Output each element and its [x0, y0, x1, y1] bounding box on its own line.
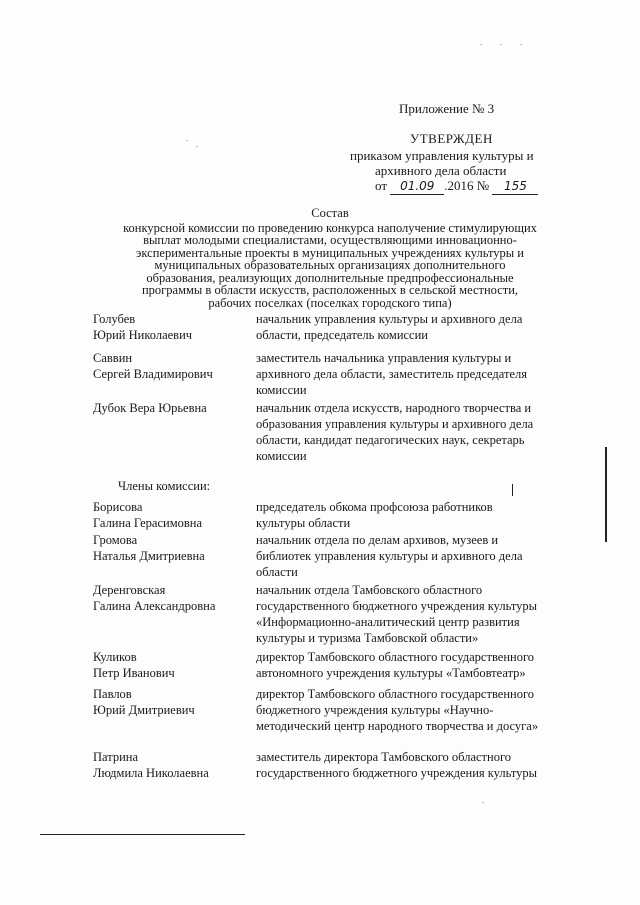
- role-line: комиссии: [256, 449, 307, 463]
- name-line: Дубок Вера Юрьевна: [93, 401, 207, 415]
- role-line: начальник отдела по делам архивов, музеев и: [256, 533, 499, 547]
- role-line: методический центр народного творчества и досуга»: [256, 719, 539, 733]
- title-line: образования, реализующих дополнительные предпрофессиональные: [146, 270, 514, 285]
- role-line: области: [256, 565, 298, 579]
- date-prefix: от: [375, 178, 388, 193]
- member-role: [256, 582, 586, 646]
- scan-speck: [480, 44, 482, 45]
- scan-mark-small: [512, 484, 513, 496]
- member-role: [256, 499, 586, 531]
- leader-name: [93, 350, 253, 382]
- role-line: заместитель директора Тамбовского областного: [256, 750, 512, 764]
- footer-rule: [40, 834, 245, 835]
- name-line: Громова: [93, 533, 138, 547]
- scan-speck: [186, 140, 188, 141]
- role-line: области, председатель комиссии: [256, 328, 428, 342]
- role-line: директор Тамбовского областного государственного: [256, 687, 535, 701]
- role-line: «Информационно-аналитический центр развития: [256, 615, 520, 629]
- name-line: Куликов: [93, 650, 137, 664]
- name-line: Деренговская: [93, 583, 166, 597]
- name-line: Голубев: [93, 312, 136, 326]
- role-line: начальник отдела искусств, народного творчества и: [256, 401, 532, 415]
- document-title: [70, 207, 590, 309]
- name-line: Галина Герасимовна: [93, 516, 203, 530]
- name-line: Борисова: [93, 500, 143, 514]
- leader-role: [256, 311, 586, 343]
- name-line: Павлов: [93, 687, 132, 701]
- leader-name: [93, 400, 253, 416]
- order-line-2: архивного дела области: [375, 163, 507, 178]
- role-line: культуры и туризма Тамбовской области»: [256, 631, 479, 645]
- scan-speck: [500, 44, 502, 45]
- name-line: Людмила Николаевна: [93, 766, 209, 780]
- order-line-1: приказом управления культуры и: [350, 148, 534, 163]
- role-line: начальник отдела Тамбовского областного: [256, 583, 483, 597]
- role-line: автономного учреждения культуры «Тамбовтеатр»: [256, 666, 526, 680]
- role-line: заместитель начальника управления культуры и: [256, 351, 512, 365]
- member-name: [93, 649, 253, 681]
- role-line: директор Тамбовского областного государственного: [256, 650, 535, 664]
- scan-speck: [520, 44, 522, 45]
- member-name: [93, 686, 253, 718]
- title-line: рабочих поселках (поселках городского типа): [208, 295, 452, 310]
- member-name: [93, 749, 253, 781]
- date-handwritten: 01.09: [390, 179, 444, 195]
- name-line: Сергей Владимирович: [93, 367, 213, 381]
- role-line: архивного дела области, заместитель председателя: [256, 367, 528, 381]
- title-line: экспериментальные проекты в муниципальных учреждениях культуры и: [136, 245, 524, 260]
- date-year: .2016 №: [444, 178, 490, 193]
- role-line: области, кандидат педагогических наук, секретарь: [256, 433, 525, 447]
- name-line: Наталья Дмитриевна: [93, 549, 205, 563]
- name-line: Патрина: [93, 750, 139, 764]
- member-role: [256, 649, 586, 681]
- role-line: начальник управления культуры и архивного дела: [256, 312, 523, 326]
- role-line: культуры области: [256, 516, 351, 530]
- scan-speck: [196, 146, 198, 147]
- role-line: образования управления культуры и архивного дела: [256, 417, 534, 431]
- order-date-line: [375, 178, 538, 195]
- scan-mark-vertical: [605, 447, 607, 542]
- name-line: Юрий Дмитриевич: [93, 703, 195, 717]
- member-name: [93, 582, 253, 614]
- role-line: бюджетного учреждения культуры «Научно-: [256, 703, 494, 717]
- leader-role: [256, 350, 586, 398]
- title-line: Состав: [311, 206, 349, 220]
- order-number-handwritten: 155: [492, 179, 538, 195]
- member-role: [256, 686, 586, 734]
- appendix-label: Приложение № 3: [399, 101, 495, 116]
- title-line: выплат молодыми специалистами, осуществляющими инновационно-: [143, 233, 517, 247]
- name-line: Петр Иванович: [93, 666, 175, 680]
- title-line: конкурсной комиссии по проведению конкурса наполучение стимулирующих: [123, 220, 537, 235]
- member-name: [93, 532, 253, 564]
- leader-role: [256, 400, 586, 464]
- members-heading: Члены комиссии:: [118, 479, 211, 493]
- role-line: председатель обкома профсоюза работников: [256, 500, 493, 514]
- role-line: государственного бюджетного учреждения культуры: [256, 599, 538, 613]
- name-line: Галина Александровна: [93, 599, 216, 613]
- name-line: Саввин: [93, 351, 133, 365]
- title-line: программы в области искусств, расположенных в сельской местности,: [141, 283, 519, 297]
- member-role: [256, 749, 586, 781]
- role-line: библиотек управления культуры и архивного дела: [256, 549, 523, 563]
- member-role: [256, 532, 586, 580]
- name-line: Юрий Николаевич: [93, 328, 193, 342]
- approved-label: УТВЕРЖДЕН: [410, 131, 493, 146]
- scan-speck: [482, 802, 484, 803]
- role-line: комиссии: [256, 383, 307, 397]
- member-name: [93, 499, 253, 531]
- leader-name: [93, 311, 253, 343]
- title-line: муниципальных образовательных организациях дополнительного: [154, 258, 506, 272]
- role-line: государственного бюджетного учреждения культуры: [256, 766, 538, 780]
